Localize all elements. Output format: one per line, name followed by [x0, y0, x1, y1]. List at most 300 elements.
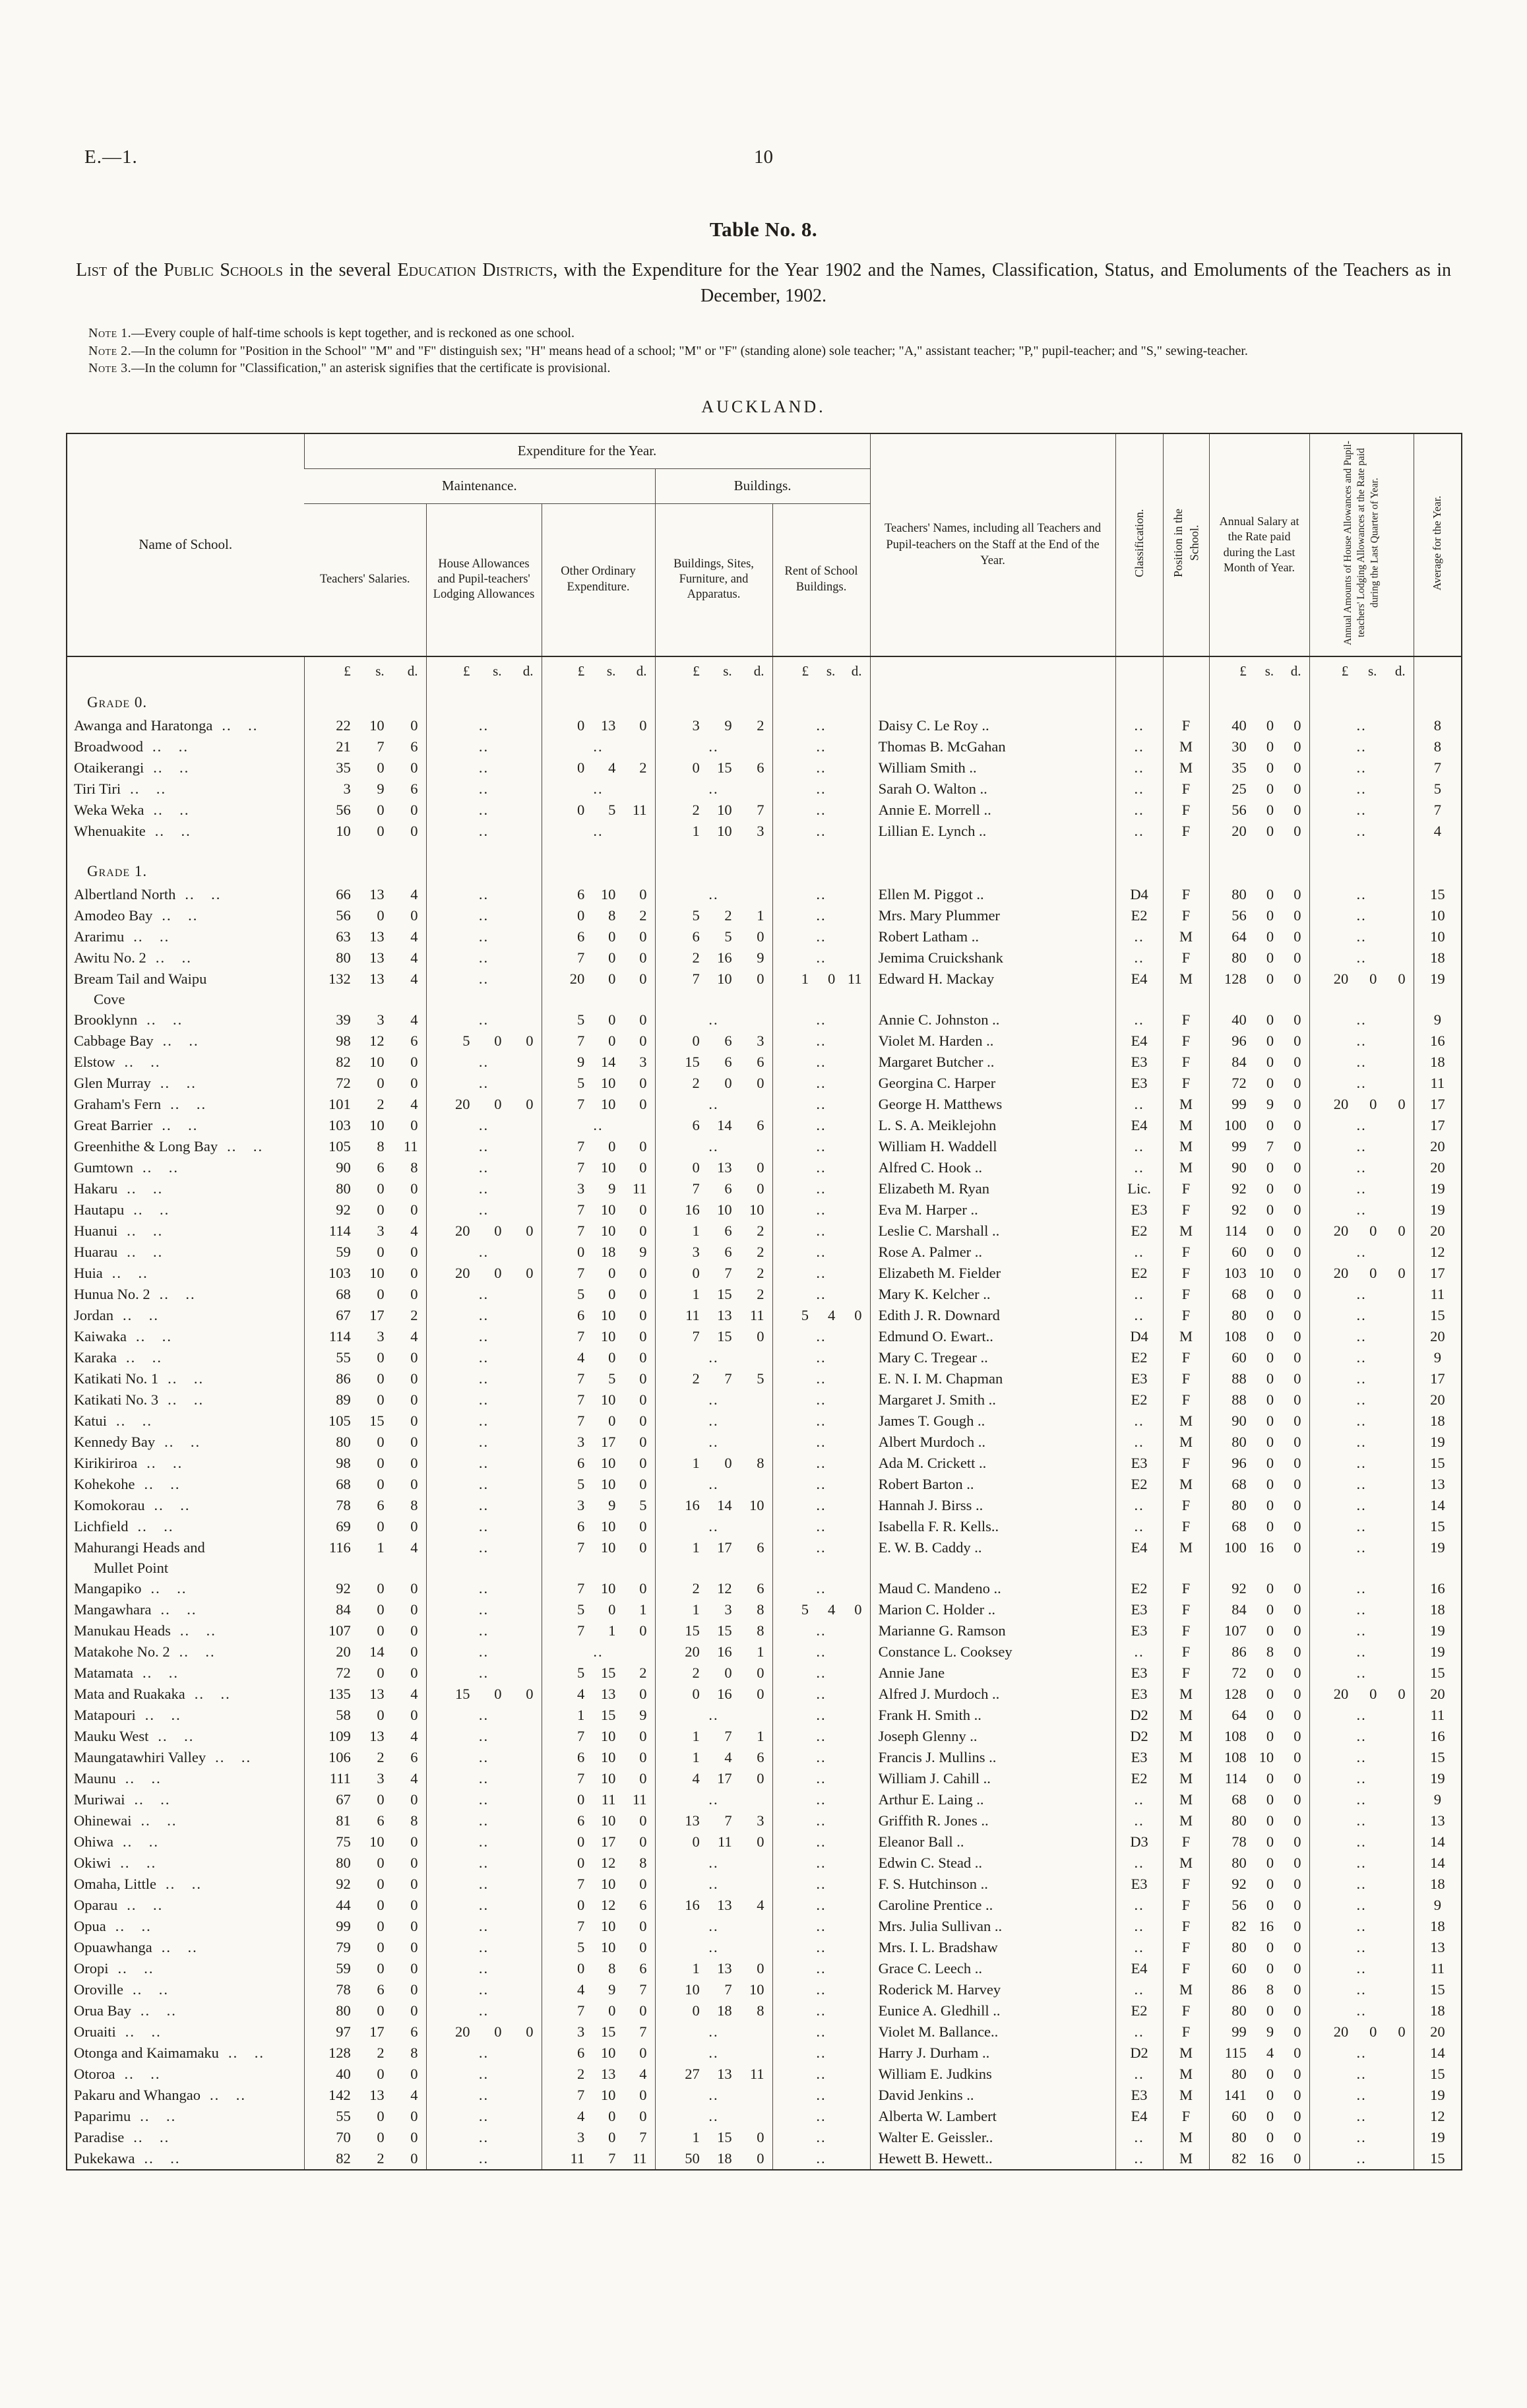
average-cell: 14: [1414, 1853, 1462, 1874]
title-segment: in the several: [283, 260, 398, 280]
other-ordinary-cell: 4 0 0: [542, 1347, 655, 1368]
school-name-cell: Gumtown .. ..: [67, 1157, 304, 1178]
house-allowances-cell: [426, 1178, 542, 1199]
school-name-cell: Lichfield .. ..: [67, 1516, 304, 1537]
buildings-sites-cell: 7 6 0: [655, 1178, 772, 1199]
leader-dots: .. ..: [127, 1243, 164, 1260]
empty-value-dots: ..: [478, 801, 489, 818]
school-row: [67, 1178, 1462, 1199]
empty-value-dots: ..: [478, 759, 489, 776]
col-header-position: Position in the School.: [1163, 433, 1209, 656]
average-cell: 19: [1414, 1537, 1462, 1578]
teachers-salaries-cell: 56 0 0: [304, 905, 426, 926]
rent-cell: [772, 1389, 870, 1410]
school-name-cell: Amodeo Bay .. ..: [67, 905, 304, 926]
leader-dots: .. ..: [170, 1095, 207, 1112]
teacher-name-cell: Margaret Butcher ..: [870, 1052, 1115, 1073]
buildings-sites-cell: 15 6 6: [655, 1052, 772, 1073]
annual-amounts-cell: [1309, 1073, 1414, 1094]
leader-dots: .. ..: [137, 1517, 174, 1535]
school-name-cell: Hakaru .. ..: [67, 1178, 304, 1199]
annual-salary-cell: 30 0 0: [1209, 736, 1309, 757]
annual-salary-cell: 56 0 0: [1209, 905, 1309, 926]
annual-salary-cell: 80 0 0: [1209, 1495, 1309, 1516]
empty-value-dots: ..: [478, 1643, 489, 1660]
annual-salary-cell: 60 0 0: [1209, 1347, 1309, 1368]
average-cell: 9: [1414, 1347, 1462, 1368]
buildings-sites-cell: [655, 2085, 772, 2106]
buildings-sites-cell: 0 16 0: [655, 1684, 772, 1705]
empty-value-dots: ..: [708, 1517, 719, 1535]
rent-cell: [772, 1284, 870, 1305]
school-row: [67, 1094, 1462, 1115]
classification-cell: ..: [1115, 1094, 1163, 1115]
school-name-cell: Otaikerangi .. ..: [67, 757, 304, 778]
average-cell: 20: [1414, 1389, 1462, 1410]
empty-value-dots: ..: [1356, 1622, 1367, 1639]
position-cell: F: [1163, 1052, 1209, 1073]
empty-value-dots: ..: [478, 2128, 489, 2145]
notes: [66, 325, 1463, 377]
leader-dots: .. ..: [125, 1769, 162, 1787]
teacher-name-cell: Edith J. R. Downard: [870, 1305, 1115, 1326]
annual-amounts-cell: [1309, 1916, 1414, 1937]
empty-value-dots: ..: [478, 1748, 489, 1765]
house-allowances-cell: [426, 1599, 542, 1620]
average-cell: 17: [1414, 1368, 1462, 1389]
school-row: [67, 1853, 1462, 1874]
empty-value-dots: ..: [708, 1095, 719, 1112]
teachers-salaries-cell: 21 7 6: [304, 736, 426, 757]
other-ordinary-cell: 7 10 0: [542, 1726, 655, 1747]
leader-dots: .. ..: [179, 1643, 216, 1660]
empty-value-dots: ..: [478, 1433, 489, 1450]
teacher-name-cell: Frank H. Smith ..: [870, 1705, 1115, 1726]
col-header-buildings-sites: Buildings, Sites, Furniture, and Apparatus.: [655, 503, 772, 656]
annual-amounts-cell: [1309, 2043, 1414, 2064]
annual-salary-cell: 114 0 0: [1209, 1768, 1309, 1789]
buildings-sites-cell: 10 7 10: [655, 1979, 772, 2000]
annual-amounts-cell: [1309, 1537, 1414, 1578]
average-cell: 18: [1414, 1874, 1462, 1895]
annual-amounts-cell: [1309, 1979, 1414, 2000]
classification-cell: ..: [1115, 2148, 1163, 2170]
buildings-sites-cell: 7 15 0: [655, 1326, 772, 1347]
classification-cell: E4: [1115, 968, 1163, 1009]
grade-empty-cell: [1115, 842, 1163, 884]
teacher-name-cell: Leslie C. Marshall ..: [870, 1220, 1115, 1242]
classification-cell: ..: [1115, 1895, 1163, 1916]
buildings-sites-cell: 6 5 0: [655, 926, 772, 947]
average-cell: 18: [1414, 1916, 1462, 1937]
house-allowances-cell: [426, 1831, 542, 1853]
grade-empty-cell: [870, 842, 1115, 884]
annual-amounts-cell: [1309, 1599, 1414, 1620]
house-allowances-cell: [426, 1916, 542, 1937]
teacher-name-cell: Caroline Prentice ..: [870, 1895, 1115, 1916]
buildings-sites-cell: 3 9 2: [655, 715, 772, 736]
rent-cell: [772, 1874, 870, 1895]
average-cell: 9: [1414, 1789, 1462, 1810]
buildings-sites-cell: 1 7 1: [655, 1726, 772, 1747]
school-name-cell: Glen Murray .. ..: [67, 1073, 304, 1094]
teachers-salaries-cell: 81 6 8: [304, 1810, 426, 1831]
rent-cell: [772, 1326, 870, 1347]
average-cell: 19: [1414, 2127, 1462, 2148]
empty-value-dots: ..: [816, 1454, 826, 1471]
units-cell: £ s. d.: [655, 656, 772, 686]
teacher-name-cell: Violet M. Ballance..: [870, 2021, 1115, 2043]
annual-amounts-cell: 20 0 0: [1309, 968, 1414, 1009]
position-cell: F: [1163, 947, 1209, 968]
empty-value-dots: ..: [478, 1959, 489, 1977]
school-row: [67, 1115, 1462, 1136]
other-ordinary-cell: 0 12 8: [542, 1853, 655, 1874]
average-cell: 16: [1414, 1578, 1462, 1599]
empty-value-dots: ..: [1356, 2002, 1367, 2019]
empty-value-dots: ..: [1356, 1496, 1367, 1513]
empty-value-dots: ..: [478, 1833, 489, 1850]
grade-heading-row: [67, 842, 1462, 884]
position-cell: F: [1163, 1578, 1209, 1599]
empty-value-dots: ..: [1356, 1854, 1367, 1871]
house-allowances-cell: 5 0 0: [426, 1030, 542, 1052]
classification-cell: E4: [1115, 1958, 1163, 1979]
rent-cell: [772, 715, 870, 736]
grade-empty-cell: [1209, 842, 1309, 884]
note-1: [66, 325, 1463, 342]
empty-value-dots: ..: [708, 1875, 719, 1892]
average-cell: 8: [1414, 715, 1462, 736]
rent-cell: [772, 1979, 870, 2000]
empty-value-dots: ..: [1356, 1180, 1367, 1197]
grade-heading: [67, 842, 304, 884]
units-cell: [1414, 656, 1462, 686]
classification-cell: E2: [1115, 1263, 1163, 1284]
other-ordinary-cell: 7 0 0: [542, 1136, 655, 1157]
school-name-cell: Okiwi .. ..: [67, 1853, 304, 1874]
empty-value-dots: ..: [1356, 1517, 1367, 1535]
teachers-salaries-cell: 75 10 0: [304, 1831, 426, 1853]
empty-value-dots: ..: [478, 1769, 489, 1787]
other-ordinary-cell: [542, 821, 655, 842]
other-ordinary-cell: 0 5 11: [542, 800, 655, 821]
title-segment: List: [76, 260, 108, 280]
col-header-school-name: Name of School.: [67, 433, 304, 656]
leader-dots: .. ..: [160, 1600, 197, 1618]
school-row: [67, 1474, 1462, 1495]
empty-value-dots: ..: [816, 1538, 826, 1556]
rent-cell: [772, 1663, 870, 1684]
empty-value-dots: ..: [1356, 928, 1367, 945]
buildings-sites-cell: [655, 1474, 772, 1495]
grade-empty-cell: [1163, 842, 1209, 884]
classification-cell: E4: [1115, 1030, 1163, 1052]
annual-salary-cell: 80 0 0: [1209, 884, 1309, 905]
empty-value-dots: ..: [478, 2065, 489, 2082]
annual-salary-cell: 100 16 0: [1209, 1537, 1309, 1578]
annual-salary-cell: 108 0 0: [1209, 1726, 1309, 1747]
school-name-cell: Weka Weka .. ..: [67, 800, 304, 821]
annual-salary-cell: 88 0 0: [1209, 1389, 1309, 1410]
house-allowances-cell: 20 0 0: [426, 1094, 542, 1115]
empty-value-dots: ..: [816, 759, 826, 776]
leader-dots: .. ..: [133, 928, 170, 945]
teacher-name-cell: Eleanor Ball ..: [870, 1831, 1115, 1853]
other-ordinary-cell: 6 10 0: [542, 1516, 655, 1537]
schools-table: [66, 433, 1462, 2170]
average-cell: 9: [1414, 1895, 1462, 1916]
empty-value-dots: ..: [478, 1243, 489, 1260]
other-ordinary-cell: 0 8 2: [542, 905, 655, 926]
leader-dots: .. ..: [127, 1896, 164, 1913]
other-ordinary-cell: 5 0 0: [542, 1009, 655, 1030]
rent-cell: [772, 1073, 870, 1094]
other-ordinary-cell: 7 1 0: [542, 1620, 655, 1641]
other-ordinary-cell: 5 10 0: [542, 1937, 655, 1958]
annual-salary-cell: 20 0 0: [1209, 821, 1309, 842]
other-ordinary-cell: 3 0 7: [542, 2127, 655, 2148]
empty-value-dots: ..: [708, 1917, 719, 1934]
school-name-cell: Tiri Tiri .. ..: [67, 778, 304, 800]
other-ordinary-cell: 2 13 4: [542, 2064, 655, 2085]
position-cell: M: [1163, 1115, 1209, 1136]
teacher-name-cell: Edmund O. Ewart..: [870, 1326, 1115, 1347]
school-name-cell: Pukekawa .. ..: [67, 2148, 304, 2170]
position-cell: F: [1163, 1199, 1209, 1220]
teacher-name-cell: Thomas B. McGahan: [870, 736, 1115, 757]
teacher-name-cell: Elizabeth M. Fielder: [870, 1263, 1115, 1284]
school-name-cell: Broadwood .. ..: [67, 736, 304, 757]
teacher-name-cell: Annie Jane: [870, 1663, 1115, 1684]
teachers-salaries-cell: 82 10 0: [304, 1052, 426, 1073]
empty-value-dots: ..: [1356, 1769, 1367, 1787]
house-allowances-cell: [426, 1768, 542, 1789]
other-ordinary-cell: 7 0 0: [542, 1030, 655, 1052]
average-cell: 20: [1414, 1136, 1462, 1157]
teacher-name-cell: Marion C. Holder ..: [870, 1599, 1115, 1620]
teacher-name-cell: Edwin C. Stead ..: [870, 1853, 1115, 1874]
house-allowances-cell: [426, 2043, 542, 2064]
average-cell: 13: [1414, 1810, 1462, 1831]
position-cell: F: [1163, 884, 1209, 905]
teachers-salaries-cell: 98 12 6: [304, 1030, 426, 1052]
annual-salary-cell: 108 10 0: [1209, 1747, 1309, 1768]
annual-salary-cell: 25 0 0: [1209, 778, 1309, 800]
teacher-name-cell: Georgina C. Harper: [870, 1073, 1115, 1094]
school-name-cell: Komokorau .. ..: [67, 1495, 304, 1516]
teachers-salaries-cell: 35 0 0: [304, 757, 426, 778]
classification-cell: ..: [1115, 2064, 1163, 2085]
school-name-cell: Manukau Heads .. ..: [67, 1620, 304, 1641]
other-ordinary-cell: 4 0 0: [542, 2106, 655, 2127]
buildings-sites-cell: [655, 1874, 772, 1895]
empty-value-dots: ..: [1356, 1032, 1367, 1049]
school-name-cell: Graham's Fern .. ..: [67, 1094, 304, 1115]
empty-value-dots: ..: [816, 1053, 826, 1070]
teacher-name-cell: Maud C. Mandeno ..: [870, 1578, 1115, 1599]
other-ordinary-cell: 7 0 0: [542, 2000, 655, 2021]
annual-amounts-cell: [1309, 1432, 1414, 1453]
empty-value-dots: ..: [1356, 1348, 1367, 1366]
other-ordinary-cell: 7 10 0: [542, 1916, 655, 1937]
house-allowances-cell: [426, 1641, 542, 1663]
empty-value-dots: ..: [478, 1370, 489, 1387]
other-ordinary-cell: 7 10 0: [542, 1094, 655, 1115]
teachers-salaries-cell: 89 0 0: [304, 1389, 426, 1410]
teacher-name-cell: Arthur E. Laing ..: [870, 1789, 1115, 1810]
teachers-salaries-cell: 103 10 0: [304, 1115, 426, 1136]
house-allowances-cell: [426, 1347, 542, 1368]
annual-amounts-cell: 20 0 0: [1309, 1094, 1414, 1115]
annual-amounts-cell: [1309, 947, 1414, 968]
school-row: [67, 1958, 1462, 1979]
position-cell: M: [1163, 1432, 1209, 1453]
average-cell: 10: [1414, 926, 1462, 947]
teacher-name-cell: Hewett B. Hewett..: [870, 2148, 1115, 2170]
house-allowances-cell: [426, 1009, 542, 1030]
school-row: [67, 1263, 1462, 1284]
buildings-sites-cell: [655, 1009, 772, 1030]
annual-amounts-cell: [1309, 2127, 1414, 2148]
classification-cell: E3: [1115, 1684, 1163, 1705]
average-cell: 15: [1414, 1747, 1462, 1768]
teacher-name-cell: Walter E. Geissler..: [870, 2127, 1115, 2148]
units-cell: £ s. d.: [772, 656, 870, 686]
annual-amounts-cell: 20 0 0: [1309, 2021, 1414, 2043]
rent-cell: [772, 1178, 870, 1199]
empty-value-dots: ..: [1356, 1917, 1367, 1934]
house-allowances-cell: [426, 1958, 542, 1979]
position-cell: F: [1163, 1009, 1209, 1030]
empty-value-dots: ..: [478, 1201, 489, 1218]
annual-amounts-cell: [1309, 926, 1414, 947]
other-ordinary-cell: 7 10 0: [542, 1389, 655, 1410]
annual-amounts-cell: [1309, 1663, 1414, 1684]
position-cell: F: [1163, 905, 1209, 926]
empty-value-dots: ..: [708, 2044, 719, 2061]
school-row: [67, 1937, 1462, 1958]
average-cell: 17: [1414, 1115, 1462, 1136]
leader-dots: .. ..: [158, 1727, 195, 1744]
leader-dots: .. ..: [116, 1412, 152, 1429]
buildings-sites-cell: 1 4 6: [655, 1747, 772, 1768]
rent-cell: [772, 736, 870, 757]
other-ordinary-cell: 7 0 0: [542, 1263, 655, 1284]
teachers-salaries-cell: 67 0 0: [304, 1789, 426, 1810]
leader-dots: .. ..: [140, 1812, 177, 1829]
school-row: [67, 2043, 1462, 2064]
other-ordinary-cell: 7 0 0: [542, 947, 655, 968]
empty-value-dots: ..: [1356, 1875, 1367, 1892]
classification-cell: E2: [1115, 905, 1163, 926]
school-row: [67, 1157, 1462, 1178]
school-name-cell: Huarau .. ..: [67, 1242, 304, 1263]
school-name-cell: Greenhithe & Long Bay .. ..: [67, 1136, 304, 1157]
teachers-salaries-cell: 56 0 0: [304, 800, 426, 821]
empty-value-dots: ..: [478, 1517, 489, 1535]
leader-dots: .. ..: [133, 2128, 170, 2145]
house-allowances-cell: [426, 1115, 542, 1136]
col-header-teachers-salaries: Teachers' Salaries.: [304, 503, 426, 656]
classification-cell: ..: [1115, 1789, 1163, 1810]
classification-cell: E2: [1115, 1389, 1163, 1410]
empty-value-dots: ..: [478, 716, 489, 734]
classification-cell: ..: [1115, 1495, 1163, 1516]
leader-dots: .. ..: [215, 1748, 252, 1765]
units-cell: £ s. d.: [1209, 656, 1309, 686]
leader-dots: .. ..: [142, 1158, 179, 1176]
school-row: [67, 905, 1462, 926]
school-row: [67, 1453, 1462, 1474]
annual-salary-cell: 128 0 0: [1209, 968, 1309, 1009]
school-name-cell: Katui .. ..: [67, 1410, 304, 1432]
position-cell: M: [1163, 1136, 1209, 1157]
empty-value-dots: ..: [478, 1938, 489, 1955]
school-row: [67, 1347, 1462, 1368]
school-row: [67, 1620, 1462, 1641]
annual-amounts-cell: [1309, 736, 1414, 757]
annual-amounts-cell: [1309, 2064, 1414, 2085]
teacher-name-cell: Grace C. Leech ..: [870, 1958, 1115, 1979]
teacher-name-cell: Harry J. Durham ..: [870, 2043, 1115, 2064]
position-cell: F: [1163, 1516, 1209, 1537]
position-cell: F: [1163, 1831, 1209, 1853]
average-cell: 10: [1414, 905, 1462, 926]
teachers-salaries-cell: 55 0 0: [304, 2106, 426, 2127]
annual-salary-cell: 56 0 0: [1209, 1895, 1309, 1916]
other-ordinary-cell: 3 15 7: [542, 2021, 655, 2043]
school-row: [67, 1578, 1462, 1599]
buildings-sites-cell: 2 16 9: [655, 947, 772, 968]
position-cell: F: [1163, 2000, 1209, 2021]
annual-salary-cell: 60 0 0: [1209, 1242, 1309, 1263]
classification-cell: ..: [1115, 1516, 1163, 1537]
empty-value-dots: ..: [593, 738, 604, 755]
position-cell: F: [1163, 1937, 1209, 1958]
rent-cell: [772, 2000, 870, 2021]
school-row: [67, 1537, 1462, 1578]
buildings-sites-cell: 0 18 8: [655, 2000, 772, 2021]
empty-value-dots: ..: [816, 949, 826, 966]
leader-dots: .. ..: [161, 1938, 198, 1955]
empty-value-dots: ..: [478, 738, 489, 755]
empty-value-dots: ..: [708, 780, 719, 797]
annual-amounts-cell: [1309, 2085, 1414, 2106]
annual-amounts-cell: [1309, 821, 1414, 842]
empty-value-dots: ..: [816, 2128, 826, 2145]
note-1-label: Note 1.: [88, 326, 132, 341]
teachers-salaries-cell: 90 6 8: [304, 1157, 426, 1178]
average-cell: 19: [1414, 1432, 1462, 1453]
empty-value-dots: ..: [816, 1875, 826, 1892]
average-cell: 15: [1414, 2148, 1462, 2170]
classification-cell: ..: [1115, 1157, 1163, 1178]
buildings-sites-cell: 2 12 6: [655, 1578, 772, 1599]
average-cell: 15: [1414, 2064, 1462, 2085]
school-name-cell: Mahurangi Heads and Mullet Point: [74, 1538, 205, 1576]
rent-cell: 5 4 0: [772, 1599, 870, 1620]
classification-cell: ..: [1115, 1305, 1163, 1326]
other-ordinary-cell: 20 0 0: [542, 968, 655, 1009]
grade-empty-cell: [1209, 686, 1309, 715]
house-allowances-cell: [426, 1242, 542, 1263]
annual-salary-cell: 84 0 0: [1209, 1599, 1309, 1620]
empty-value-dots: ..: [816, 2086, 826, 2103]
rent-cell: [772, 1115, 870, 1136]
school-name-cell: Oropi .. ..: [67, 1958, 304, 1979]
teacher-name-cell: Alfred J. Murdoch ..: [870, 1684, 1115, 1705]
